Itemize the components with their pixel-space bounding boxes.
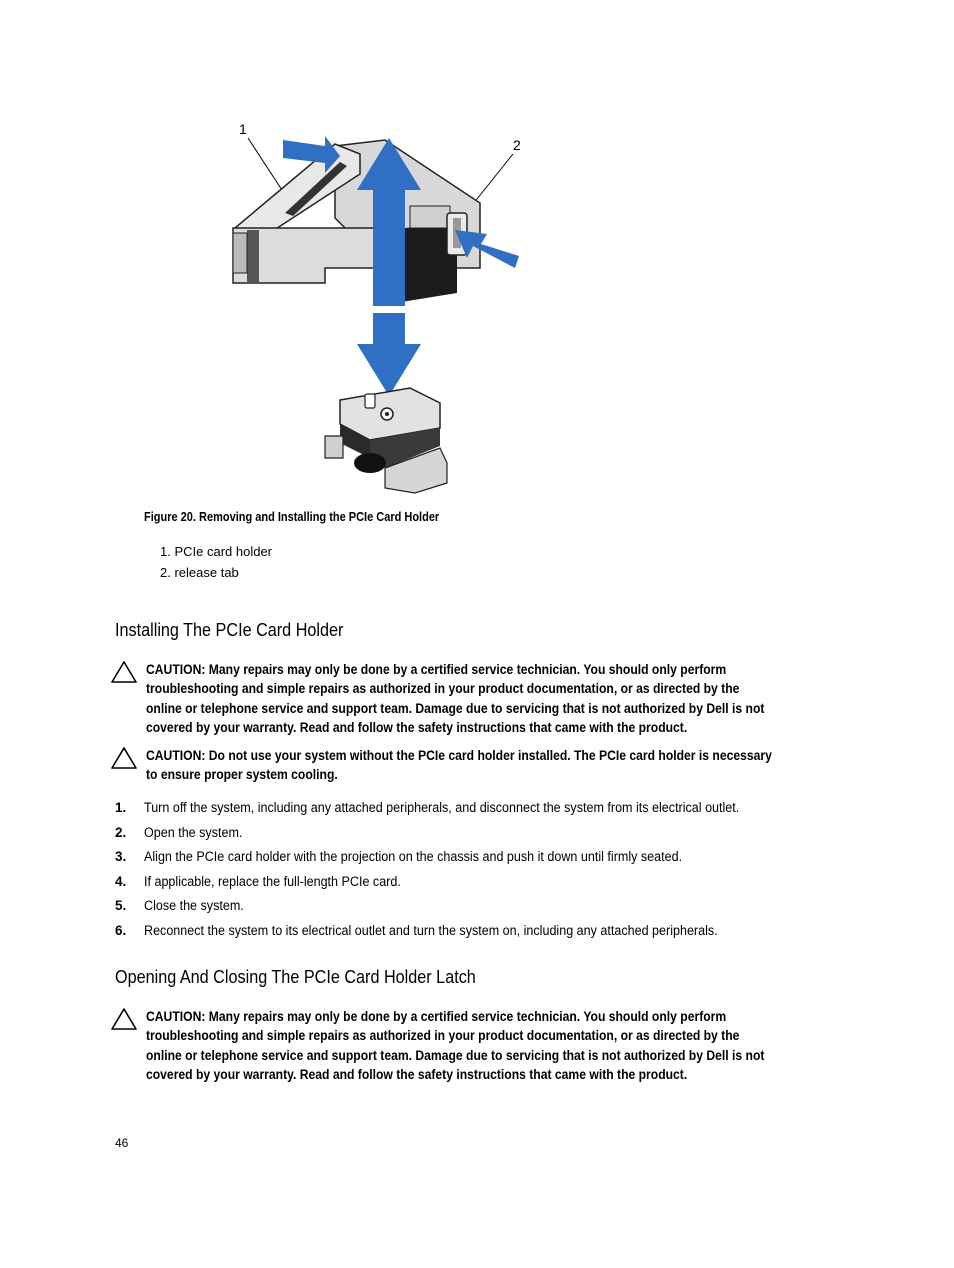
step-number: 1. bbox=[115, 800, 127, 815]
callout-2: 2 bbox=[513, 137, 521, 153]
step-text: Align the PCIe card holder with the projection on the chassis and push it down until firmly seated. bbox=[144, 849, 683, 865]
figure-caption: Figure 20. Removing and Installing the PCIe Card Holder bbox=[144, 510, 440, 524]
step-number: 6. bbox=[115, 922, 127, 938]
legend-item: 1. PCIe card holder bbox=[160, 544, 273, 559]
step-number: 3. bbox=[115, 849, 127, 865]
step-number: 4. bbox=[115, 873, 127, 889]
page-number: 46 bbox=[115, 1136, 129, 1150]
callout-1: 1 bbox=[239, 121, 247, 137]
lower-arrow-down bbox=[357, 313, 421, 396]
caution-text: CAUTION: Many repairs may only be done by a certified service technician. You should only perform troubleshooting and simple repairs as authorized in your product documentation, or as directed by the online or telephone service and support team. Damage due to servicing that is not authorized by Dell is not covered by your warranty. Read and follow the safety instructions that came with the product. bbox=[146, 662, 765, 736]
pcie-card-holder-illustration bbox=[225, 118, 525, 498]
warning-triangle-icon bbox=[110, 746, 138, 770]
step-text: If applicable, replace the full-length PCIe card. bbox=[144, 873, 401, 889]
step-text: Turn off the system, including any attached peripherals, and disconnect the system from its electrical outlet. bbox=[144, 800, 740, 815]
warning-triangle-icon bbox=[110, 660, 138, 684]
step-number: 2. bbox=[115, 824, 127, 840]
step-text: Close the system. bbox=[144, 898, 244, 914]
step-text: Reconnect the system to its electrical outlet and turn the system on, including any attached peripherals. bbox=[144, 922, 718, 938]
section-heading-installing: Installing The PCIe Card Holder bbox=[115, 620, 344, 640]
step-text: Open the system. bbox=[144, 824, 243, 840]
figure-legend bbox=[160, 541, 272, 583]
caution-text: CAUTION: Many repairs may only be done by a certified service technician. You should only perform troubleshooting and simple repairs as authorized in your product documentation, or as directed by the online or telephone service and support team. Damage due to servicing that is not authorized by Dell is not covered by your warranty. Read and follow the safety instructions that came with the product. bbox=[146, 1009, 765, 1083]
legend-item: 2. release tab bbox=[160, 565, 239, 580]
caution-text: CAUTION: Do not use your system without the PCIe card holder installed. The PCIe card holder is necessary to ensure proper system cooling. bbox=[146, 748, 772, 783]
section-heading-latch: Opening And Closing The PCIe Card Holder Latch bbox=[115, 967, 476, 987]
warning-triangle-icon bbox=[110, 1007, 138, 1031]
step-number: 5. bbox=[115, 898, 127, 914]
